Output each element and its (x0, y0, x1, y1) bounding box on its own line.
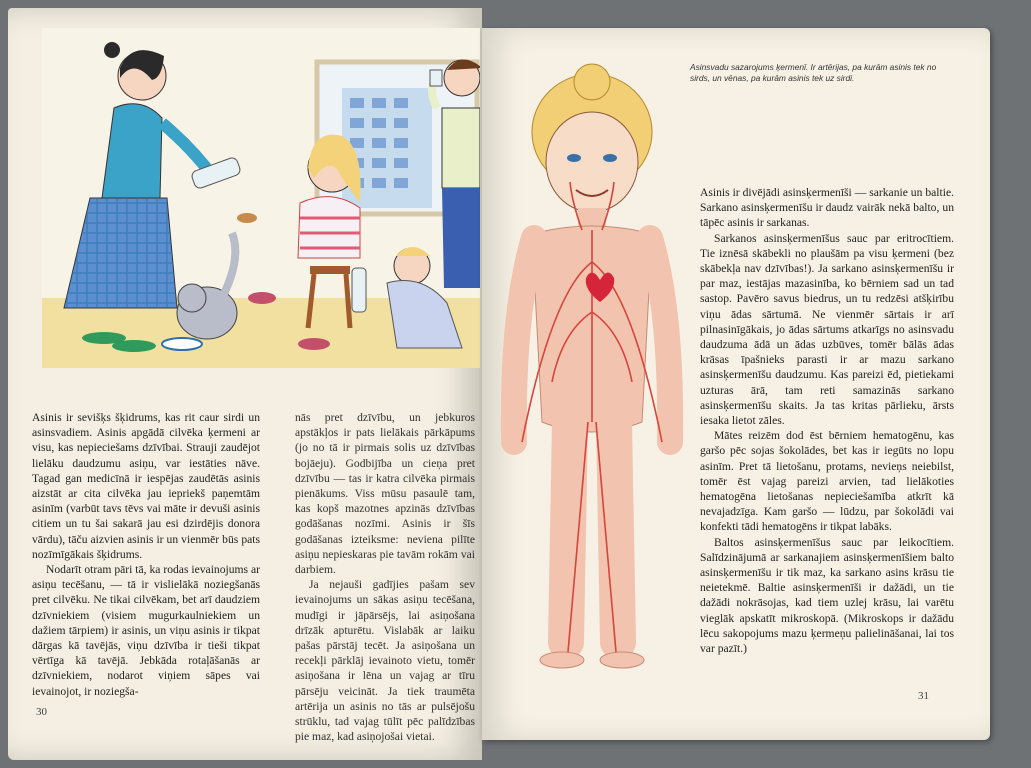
left-column-1 (32, 410, 260, 699)
figure-caption: Asinsvadu sazarojums ķermenī. Ir artērijas, pa kurām asinis tek no sirds, un vēnas, pa kurām asinis tek uz sirdi. (690, 62, 937, 83)
family-illustration (42, 28, 480, 368)
paragraph: Asinis ir divējādi asinsķermenīši — sarkanie un baltie. Sarkano asinsķermenīšu ir daudz vairāk nekā balto, un tāpēc asinis ir sarkanas. (700, 186, 954, 230)
paragraph: Asinis ir sevišķs šķidrums, kas rit caur sirdi un asinsvadiem. Asinis apgādā cilvēka ķermeni ar visu, kas nepieciešams dzīvībai. Strauji zaudējot lielāku daudzumu asiņu, var iestāties nāve. Tagad gan medicīnā ir iespējas zaudētās asinis aizstāt ar cita cilvēka jau iepriekš paņemtām asinīm (varbūt tavs tēvs vai māte ir devuši asinis citiem un tu šai sakarā jau esi dzirdējis donora vārdu), tāču aizvien asinis ir un vienmēr būs pats nozīmīgākais šķidrums. (32, 411, 260, 561)
paragraph: nās pret dzīvību, un jebkuros apstākļos ir pats lielākais pārkāpums (jo no tā ir pirmais solis uz dzīvības bojāeju). Godbijība un cieņa pret dzīvību — tas ir katra cilvēka pirmais pienākums. Viss mūsu pasaulē tam, kas kopš mazotnes apzinās dzīvības godāšanas nozīmi. Asinis ir šīs godāšanas izteiksme: neviena pilīte asiņu nepieskaras pie tavām rokām vai darbiem. (295, 411, 475, 577)
paragraph: Nodarīt otram pāri tā, ka rodas ievainojums ar asiņu tecēšanu, — tā ir vislielākā noziegšanās pret cilvēku. Ne tikai cilvēkam, bet arī daudziem dzīvniekiem (visiem mugurkaulniekiem un dažiem tārpiem) ir asinis, un viņu asinis ir tikpat dārgas kā tavējās, viņu dzīvība ir tieši tikpat vērtīga kā tavējā. Jebkāda rotaļāšanās ar dzīvniekiem, nodarot viņiem sāpes vai ievainojot, ir noziegša- (32, 563, 260, 698)
circulatory-body-illustration (492, 62, 692, 674)
paragraph: Mātes reizēm dod ēst bērniem hematogēnu, kas garšo pēc sojas šokolādes, bet kas ir iegūts no lopu asinīm. Pret tā lietošanu, protams, nevieņs neiebilst, tomēr ēst vajag pareizi arvien, tad lielākoties hematogēna lietošanas nepieciešamība atkrīt kā nevajadzīga. Kam garšo — lūdzu, par šokolādi vai konfekti tādi hematogēns ir tikpat labāks. (700, 429, 954, 534)
left-column-2 (295, 410, 475, 744)
page-number-right: 31 (918, 690, 929, 702)
right-column (700, 185, 954, 656)
page-number-left: 30 (36, 706, 47, 718)
paragraph: Ja nejauši gadījies pašam sev ievainojums un sākas asiņu tecēšana, mudīgi ir jāpārsējs, lai asiņošana drīzāk apturētu. Vislabāk ar laiku pašas pārstāj tecēt. Ja asiņošana un recekļi pārklāj ievainoto vietu, tomēr asiņošana ir lēna un vajag ar tīru pārsēju veicināt. Ja tiek traumēta artērija un asinis no tās ar pulsējošu strūklu, tad vajag tūlīt pēc palīdzības pie maz, kad asiņojošai vietai. (295, 578, 475, 744)
paragraph: Baltos asinsķermenīšus sauc par leikocītiem. Salīdzinājumā ar sarkanajiem asinsķermenīšiem balto asinsķermenīšu ir tik maz, ka sarkano asins krāsu tie neietekmē. Baltie asinsķermenīši ir dažādi, un tie dažādi nokrāsojas, kad tiem uzlej krāsu, lai varētu vieglāk apskatīt mikroskopā. (Mikroskops ir dažādu lēcu sakopojums mazu ķermeņu palielināšanai, lai tos var pazīt.) (700, 535, 954, 656)
paragraph: Sarkanos asinsķermenīšus sauc par eritrocītiem. Tie iznēsā skābekli no plaušām pa visu ķermeni (bez skābekļa nav dzīvības!). Ja sarkano asinsķermenīšu ir par maz, iestājas mazasinība, ko bērniem sad un tad sastop. Pavēro savus biedrus, un tu redzēsi atšķirību viņu ādas sārtumā. Ne vienmēr sārtais ir arī pilnasinīgākais, jo ādas sārtums atkarīgs no asinsvadu daudzuma ādā un ādas uzbūves, tomēr bālās ādas krāsas īpašnieks parasti ir ar mazu sarkano asinsķermenīšu daudzumu. Kas pareizi ēd, pietiekami uzturas ārā, tam reti samazinās sarkano asinsķermenīšu skaits. Ja tas kritas pārlieku, ārsts iesaka lietot zāles. (700, 231, 954, 428)
